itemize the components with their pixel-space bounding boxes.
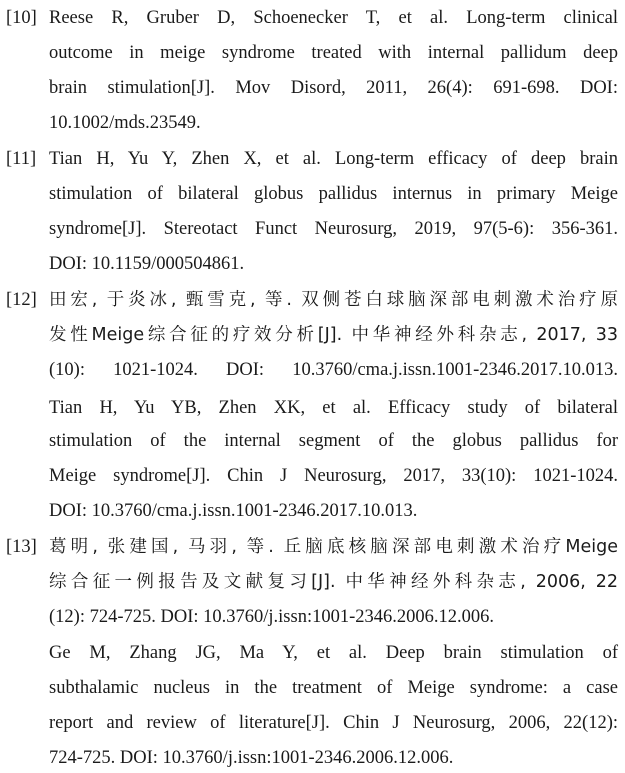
reference-line: stimulation of bilateral globus pallidus internus in primary Meige [49,184,618,204]
translation-line: report and review of literature[J]. Chin J Neurosurg, 2006, 22(12): [49,713,618,733]
reference-line: Reese R, Gruber D, Schoenecker T, et al. Long-term clinical [49,8,618,28]
reference-line: DOI: 10.1159/000504861. [49,254,245,274]
reference-label: [11] [6,149,37,169]
reference-line: 发性Meige综合征的疗效分析[J]. 中华神经外科杂志, 2017, 33 [49,325,618,345]
reference-label: [13] [6,537,37,557]
reference-line: (10): 1021-1024. DOI: 10.3760/cma.j.issn.1001-2346.2017.10.013. [49,360,618,380]
reference-line: Tian H, Yu Y, Zhen X, et al. Long-term efficacy of deep brain [49,149,618,169]
translation-line: subthalamic nucleus in the treatment of Meige syndrome: a case [49,678,618,698]
translation-line: Meige syndrome[J]. Chin J Neurosurg, 2017, 33(10): 1021-1024. [49,466,618,486]
translation-line: Tian H, Yu YB, Zhen XK, et al. Efficacy study of bilateral [49,398,618,418]
reference-line: brain stimulation[J]. Mov Disord, 2011, 26(4): 691-698. DOI: [49,78,618,98]
translation-line: 724-725. DOI: 10.3760/j.issn:1001-2346.2006.12.006. [49,748,454,768]
reference-line: 综合征一例报告及文献复习[J]. 中华神经外科杂志, 2006, 22 [49,572,618,592]
reference-line: syndrome[J]. Stereotact Funct Neurosurg, 2019, 97(5-6): 356-361. [49,219,618,239]
reference-line: outcome in meige syndrome treated with internal pallidum deep [49,43,618,63]
reference-label: [12] [6,290,37,310]
reference-line: (12): 724-725. DOI: 10.3760/j.issn:1001-2346.2006.12.006. [49,607,495,627]
reference-line: 10.1002/mds.23549. [49,113,201,133]
reference-line: 田宏, 于炎冰, 甄雪克, 等. 双侧苍白球脑深部电刺激术治疗原 [49,290,618,310]
translation-line: DOI: 10.3760/cma.j.issn.1001-2346.2017.10.013. [49,501,418,521]
reference-label: [10] [6,8,37,28]
reference-line: 葛明, 张建国, 马羽, 等. 丘脑底核脑深部电刺激术治疗Meige [49,537,618,557]
translation-line: Ge M, Zhang JG, Ma Y, et al. Deep brain stimulation of [49,643,618,663]
translation-line: stimulation of the internal segment of the globus pallidus for [49,431,618,451]
